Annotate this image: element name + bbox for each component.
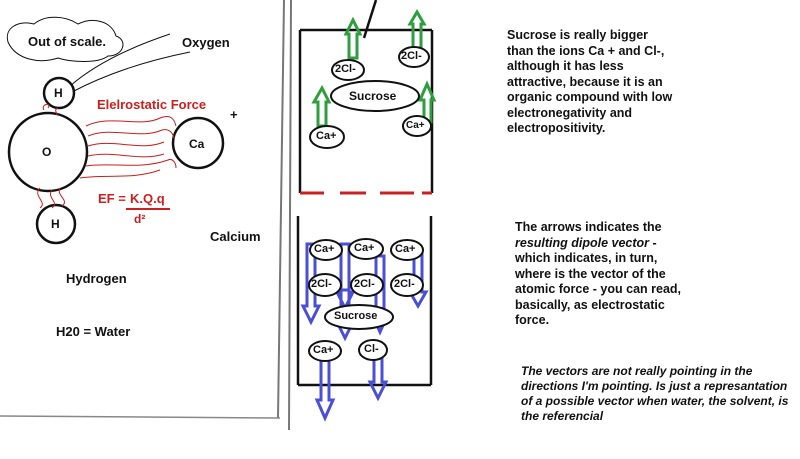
formula-numerator: K.Q.q [130,191,165,206]
top-ion-label: Sucrose [349,89,397,103]
cloud-label: Out of scale. [28,34,107,49]
bottom-ion-label: 2Cl- [394,278,415,290]
calcium-label: Calcium [210,229,261,244]
arrows-note-part-2: - which indicates, in turn, where is the vector of the atomic force - you can read, basically, as electrostatic force. [515,235,682,327]
atom-h-top-label: H [54,86,63,100]
atom-ca-label: Ca [189,137,205,151]
water-label: H20 = Water [56,324,131,339]
top-ion-label: Ca+ [406,120,425,131]
atom-h-bottom-label: H [51,217,60,231]
bottom-ion-label: Ca+ [395,243,416,255]
sucrose-note: Sucrose is really bigger than the ions Ca + and Cl-, although it has less attractive, because it is an organic compound with low electronegativity and electropositivity. [507,28,673,135]
oxygen-pointer-2 [72,52,190,92]
atom-o-label: O [42,145,52,159]
green-arrow [314,88,329,126]
bottom-ion-label: 2Cl- [354,278,375,290]
green-arrow [346,20,360,58]
blue-arrows [303,244,426,418]
oxygen-label: Oxygen [182,35,230,50]
stir-rod [364,0,376,38]
bottom-ion-label: 2Cl- [311,278,332,290]
arrows-note-italic: resulting dipole vector [515,235,650,250]
bottom-line [0,416,280,418]
left-divider [278,0,284,418]
bottom-ion-label: Cl- [364,343,379,355]
force-label: Elelrostatic Force [97,97,207,112]
hydrogen-label: Hydrogen [66,271,127,286]
top-ion-label: 2Cl- [335,63,356,75]
blue-arrow [370,358,386,398]
bottom-ion-label: Ca+ [313,344,334,356]
arrows-note [515,220,690,329]
bottom-ion-label: Sucrose [334,310,378,322]
top-ion-label: Ca+ [316,130,337,142]
bottom-ion-label: Ca+ [354,242,375,254]
top-ion-label: 2Cl- [401,50,422,62]
formula-denominator: d² [134,212,146,226]
arrows-note-part-1: The arrows indicates the [515,220,662,234]
bottom-ion-label: Ca+ [314,243,335,255]
ca-charge: + [230,107,238,122]
right-divider [289,0,291,430]
formula-left: EF = [98,191,126,206]
vectors-note: The vectors are not really pointing in the directions I'm pointing. Is just a represantation of a possible vector when water, the solvent, is the referencial [521,364,789,423]
